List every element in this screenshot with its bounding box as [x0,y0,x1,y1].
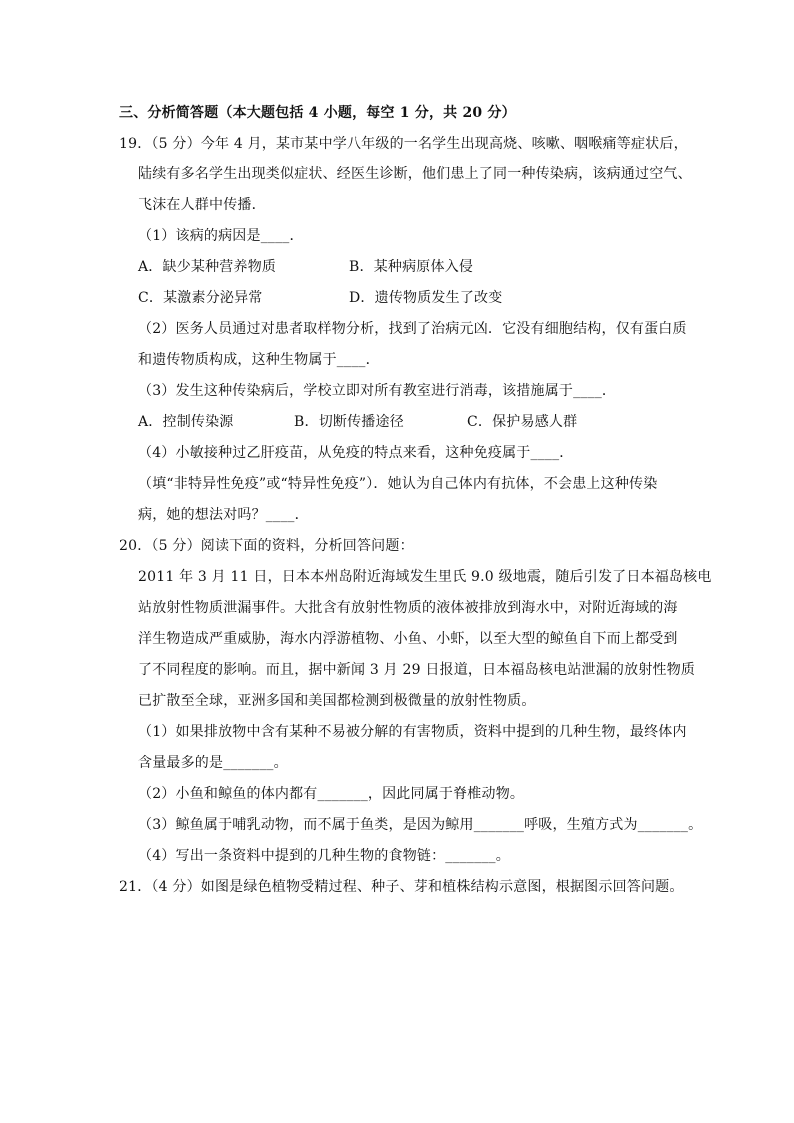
q19-sub1-option-a: A．缺少某种营养物质 [138,259,277,275]
q19-sub1-option-b: B．某种病原体入侵 [349,259,474,275]
q19-sub3: （3）发生这种传染病后，学校立即对所有教室进行消毒，该措施属于____． [138,383,617,399]
q19-sub4-line-1: （4）小敏接种过乙肝疫苗，从免疫的特点来看，这种免疫属于____． [138,445,574,461]
q20-title: 20．（5 分）阅读下面的资料，分析回答问题： [119,538,414,554]
q20-passage-line-4: 了不同程度的影响。而且，据中新闻 3 月 29 日报道，日本福岛核电站泄漏的放射性物质 [138,662,696,678]
q19-sub3-option-a: A．控制传染源 [138,414,234,430]
q20-sub3: （3）鲸鱼属于哺乳动物，而不属于鱼类，是因为鲸用_______呼吸，生殖方式为_______。 [138,817,703,833]
q20-sub1-line-2: 含量最多的是_______。 [138,755,288,771]
q21-title: 21．（4 分）如图是绿色植物受精过程、种子、芽和植株结构示意图，根据图示回答问题。 [119,879,684,895]
q19-stem-line-1: 19．（5 分）今年 4 月，某市某中学八年级的一名学生出现高烧、咳嗽、咽喉痛等症状后， [119,136,688,152]
q19-sub3-option-c: C．保护易感人群 [467,414,578,430]
section-heading: 三、分析简答题（本大题包括 4 小题，每空 1 分，共 20 分） [119,105,516,121]
q19-stem-line-3: 飞沫在人群中传播． [138,197,266,213]
q20-sub2: （2）小鱼和鲸鱼的体内都有_______，因此同属于脊椎动物。 [138,786,525,802]
q19-stem-line-2: 陆续有多名学生出现类似症状、经医生诊断，他们患上了同一种传染病，该病通过空气、 [138,166,692,182]
q19-sub1: （1）该病的病因是____． [138,228,304,244]
q20-sub1-line-1: （1）如果排放物中含有某种不易被分解的有害物质，资料中提到的几种生物，最终体内 [138,724,687,740]
q20-passage-line-1: 2011 年 3 月 11 日，日本本州岛附近海域发生里氏 9.0 级地震，随后引发了日本福岛核电 [138,569,712,585]
q20-passage-line-2: 站放射性物质泄漏事件。大批含有放射性物质的液体被排放到海水中，对附近海域的海 [138,600,678,616]
q20-passage-line-5: 已扩散至全球，亚洲多国和美国都检测到极微量的放射性物质。 [138,693,536,709]
q20-sub4: （4）写出一条资料中提到的几种生物的食物链：_______。 [138,848,510,864]
q19-sub1-option-d: D．遗传物质发生了改变 [349,290,503,306]
q19-sub4-line-3: 病，她的想法对吗？____． [138,507,309,523]
q19-sub2-line-2: 和遗传物质构成，这种生物属于____． [138,352,380,368]
q19-sub4-line-2: （填“非特异性免疫”或“特异性免疫”）．她认为自己体内有抗体，不会患上这种传染 [138,476,658,492]
q19-sub2-line-1: （2）医务人员通过对患者取样物分析，找到了治病元凶．它没有细胞结构，仅有蛋白质 [138,321,687,337]
q19-sub3-option-b: B．切断传播途径 [294,414,404,430]
q20-passage-line-3: 洋生物造成严重威胁，海水内浮游植物、小鱼、小虾，以至大型的鲸鱼自下而上都受到 [138,631,678,647]
q19-sub1-option-c: C．某激素分泌异常 [138,290,263,306]
